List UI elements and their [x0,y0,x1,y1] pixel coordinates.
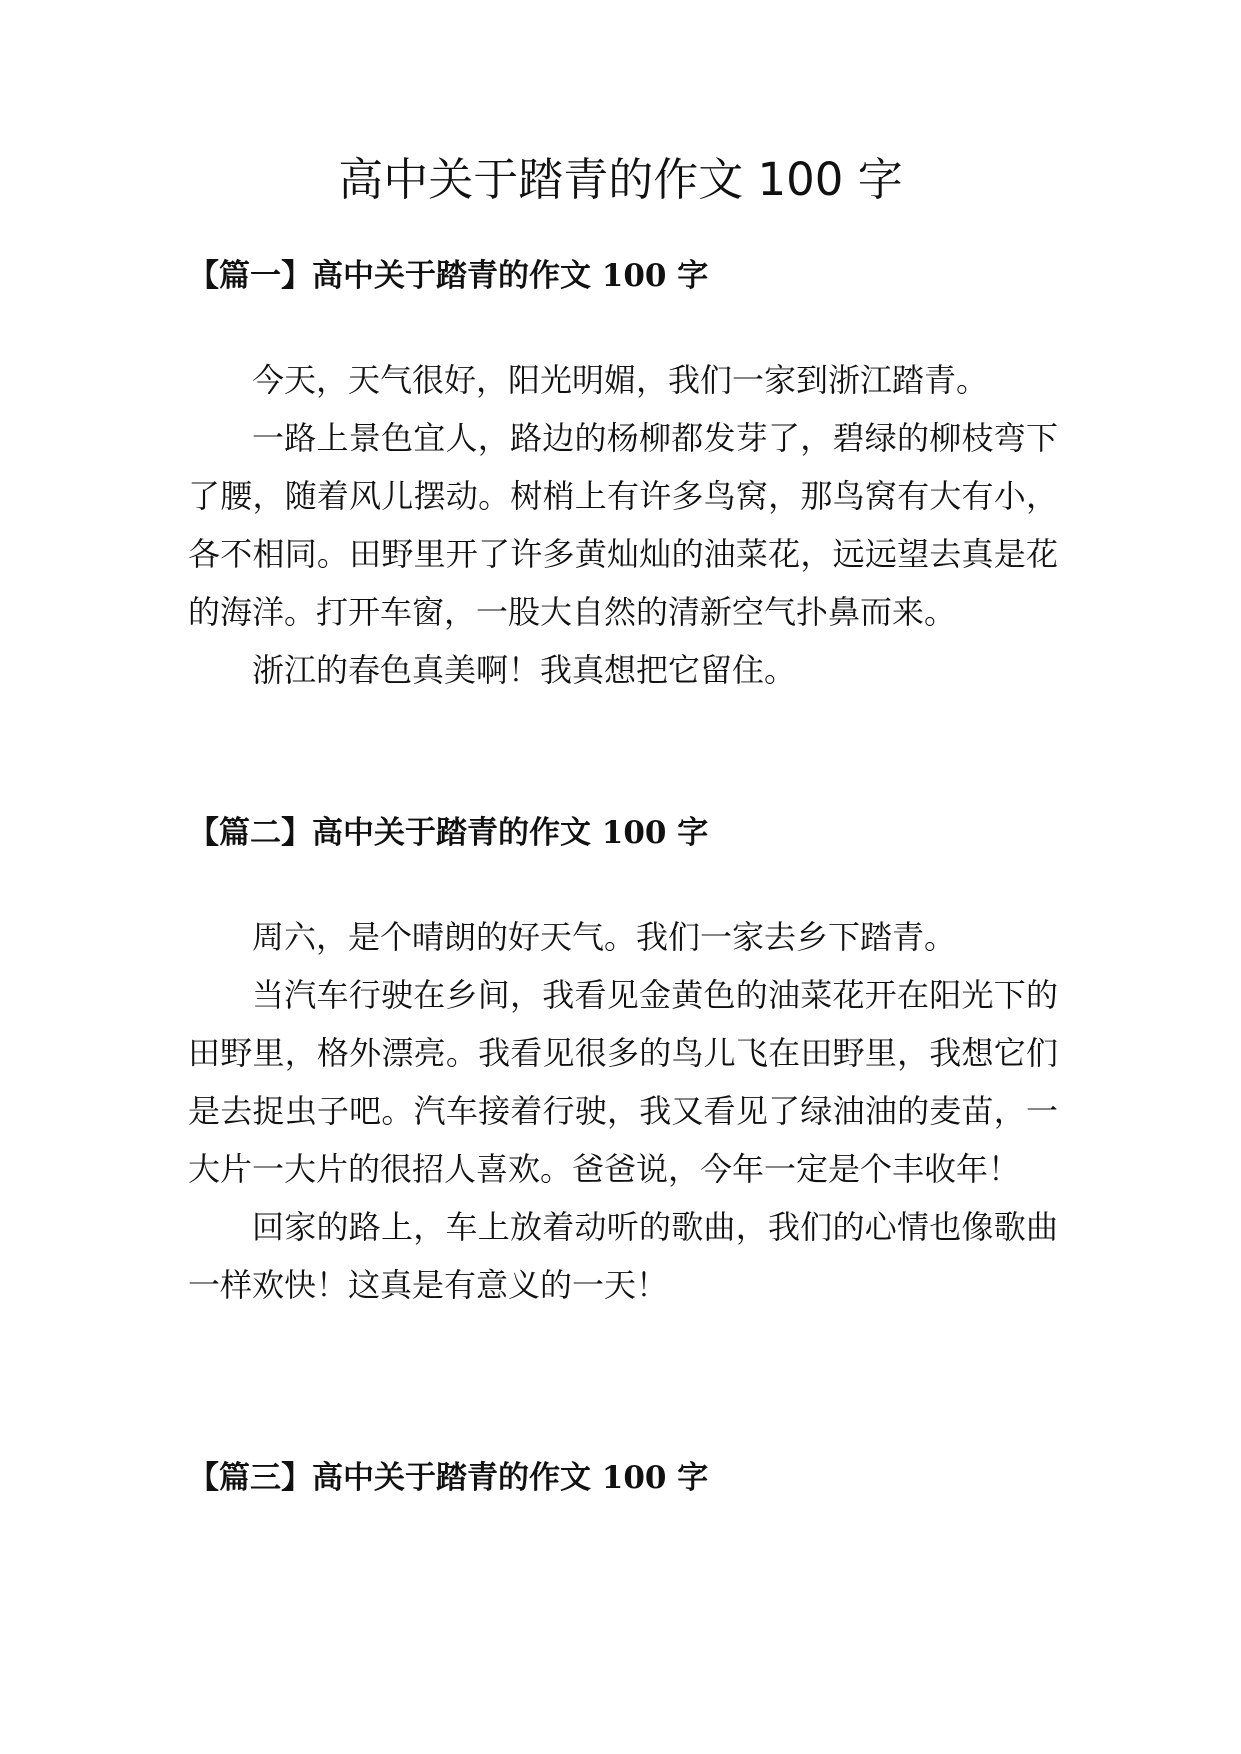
section-1-paragraph-2: 一路上景色宜人，路边的杨柳都发芽了，碧绿的柳枝弯下了腰，随着风儿摆动。树梢上有许多鸟窝，那鸟窝有大有小，各不相同。田野里开了许多黄灿灿的油菜花，远远望去真是花的海洋。打开车窗，一股大自然的清新空气扑鼻而来。 [188,419,1058,631]
section-2-paragraph-2: 当汽车行驶在乡间，我看见金黄色的油菜花开在阳光下的田野里，格外漂亮。我看见很多的鸟儿飞在田野里，我想它们是去捉虫子吧。汽车接着行驶，我又看见了绿油油的麦苗，一大片一大片的很招人喜欢。爸爸说，今年一定是个丰收年！ [188,976,1058,1188]
section-2-heading: 【篇二】高中关于踏青的作文 100 字 [188,815,709,851]
document-title: 高中关于踏青的作文 100 字 [338,153,903,206]
section-2-body [188,908,1058,1314]
section-1-paragraph-3: 浙江的春色真美啊！我真想把它留住。 [252,651,797,689]
section-1-paragraph-1: 今天，天气很好，阳光明媚，我们一家到浙江踏青。 [252,361,989,399]
section-2-paragraph-1: 周六，是个晴朗的好天气。我们一家去乡下踏青。 [252,918,957,956]
section-3-heading: 【篇三】高中关于踏青的作文 100 字 [188,1460,709,1496]
section-1-body [188,351,1058,699]
section-2-paragraph-3: 回家的路上，车上放着动听的歌曲，我们的心情也像歌曲一样欢快！这真是有意义的一天！ [188,1208,1058,1304]
section-1-heading: 【篇一】高中关于踏青的作文 100 字 [188,258,709,294]
